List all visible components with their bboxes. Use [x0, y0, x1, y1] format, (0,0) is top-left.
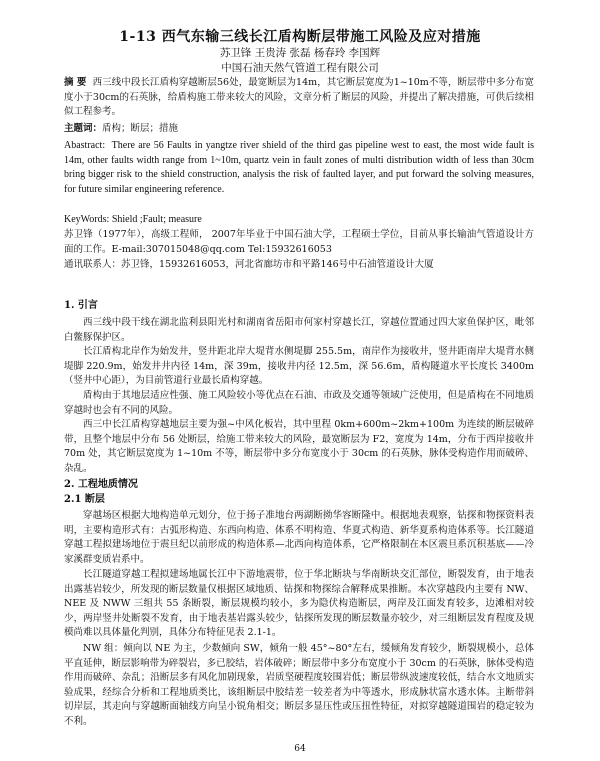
author-bio: 苏卫锋（1977年），高级工程师， 2007年毕业于中国石油大学，工程硕士学位，目前从事长输油气管道设计方面的工作。E-mail:307015048@qq.com Tel:15932616053: [64, 229, 534, 255]
keywords-en: [64, 213, 534, 228]
abstract-cn: [64, 76, 534, 120]
section-2-1-para-2: 长江隧道穿越工程拟建场地属长江中下游地震带，位于华北断块与华南断块交汇部位，断裂发育，由于地表出露基岩较少，所发现的断层数量仅根据区域地质、钻探和物探综合解释成果推断。本次穿越段内主要有 NW、NEE 及 NWW 三组共 55 条断裂，断层规模均较小，多为隐伏构造断层，两岸及江面发育较多，边滩相对较少，两岸竖井处断裂不发育，由于地表基岩露头较少，钻探所发现的断层数量亦较少，对三组断层发育程度及规模尚难以具体量化判别，具体分布特征见表 2.1-1。: [64, 569, 534, 639]
abstract-cn-label: 摘 要: [64, 77, 87, 88]
section-1-para-1: 西三线中段干线在湖北监利县阳光村和湖南省岳阳市何家村穿越长江，穿越位置通过四大家鱼保护区，毗邻白鳖豚保护区。: [64, 317, 534, 343]
keywords-en-label: KeyWords:: [64, 214, 110, 225]
keywords-cn: [64, 122, 534, 137]
abstract-en-text: There are 56 Faults in yangtze river shield of the third gas pipeline west to east, the most wide fault is 14m, other faults width range from 1~10m, quartz vein in fault zones of multi distribution width of less than 30cm bring bigger risk to the shield construction, analysis the risk of faulted layer, and put forward the solving measures, for future similar engineering reference.: [64, 140, 535, 195]
contact-info: 通讯联系人：苏卫锋，15932616053，河北省廊坊市和平路146号中石油管道设计大厦: [64, 259, 434, 270]
affiliation: 中国石油天然气管道工程有限公司: [221, 62, 379, 74]
section-2-1-heading: 2.1 断层: [64, 494, 105, 505]
abstract-en-label: Abastract:: [64, 140, 106, 151]
abstract-cn-text: 西三线中段长江盾构穿越断层56处，最宽断层为14m，其它断层宽度为1~10m不等，断层带中多分布宽度小于30cm的石英脉，给盾构施工带来较大的风险，文章分析了断层的风险，并提出了解决措施，可供后续相似工程参考。: [64, 77, 534, 118]
author-list: 苏卫锋 王贵涛 张磊 杨春玲 李国辉: [219, 47, 381, 59]
section-2-1-para-1: 穿越场区根据大地构造单元划分，位于扬子准地台两湖断拗华容断隆中。根据地表观察，钻探和物探资料表明，主要构造形式有：古弧形构造、东西向构造、体系不明构造、华夏式构造、新华夏系构造体系等。长江隧道穿越工程拟建场地位于震旦纪以前形成的构造体系—北西向构造体系，它严格限制在本区震旦系沉积基底——冷家溪群变质岩系中。: [64, 510, 534, 565]
keywords-cn-label: 主题词：: [64, 123, 103, 134]
section-2-1-para-3: NW 组：倾向以 NE 为主，少数倾向 SW，倾角一般 45°~80°左右，缓倾角发育较少，断裂规模小，总体平直延伸，断层影响带为碎裂岩，多已胶结，岩体破碎；断层带中多分布宽度小于 30cm 的石英脉，脉体受构造作用而破碎、杂乱；沿断层多有风化加剧现象，岩质坚硬程度较围岩低；断层带纵波速度较低，结合水文地质实验成果，经综合分析和工程地质类比，该组断层中胶结差一较差者为中等透水，形成脉状富水透水体。主断带斜切岸层，其走向与穿越断面轴线方向呈小锐角相交；断层多显压性或压扭性特征，对拟穿越隧道围岩的稳定较为不利。: [64, 643, 534, 727]
section-1-heading: 1. 引言: [64, 300, 98, 311]
abstract-en: [64, 139, 534, 197]
keywords-cn-text: 盾构；断层；措施: [102, 123, 179, 134]
section-1-para-3: 盾构由于其地层适应性强、施工风险较小等优点在石油、市政及交通等领域广泛使用，但是盾构在不同地质穿越时也会有不同的风险。: [64, 390, 534, 416]
section-1-para-4: 西三中长江盾构穿越地层主要为强~中风化板岩，其中里程 0km+600m~2km+100m 为连续的断层破碎带，且整个地层中分布 56 处断层，给施工带来较大的风险，最宽断层为 F2，宽度为 14m，分布于西岸接收井 70m 处，其它断层宽度为 1~10m 不等，断层带中多分布宽度小于 30cm 的石英脉，脉体受构造作用而破碎、杂乱。: [64, 419, 534, 474]
section-2-heading: 2. 工程地质情况: [64, 479, 138, 490]
page-number: 64: [294, 744, 306, 754]
section-1-para-2: 长江盾构北岸作为始发井，竖井距北岸大堤背水侧堤脚 255.5m，南岸作为接收井，竖井距南岸大堤背水侧堤脚 220.9m，始发井井内径 14m，深 39m，接收井内径 12.5m，深 56.6m，盾构隧道水平长度长 3400m（竖井中心距），为目前管道行业最长盾构穿越。: [64, 346, 534, 387]
paper-title: 1-13 西气东输三线长江盾构断层带施工风险及应对措施: [119, 29, 481, 45]
keywords-en-text: Shield ;Fault; measure: [111, 214, 202, 225]
